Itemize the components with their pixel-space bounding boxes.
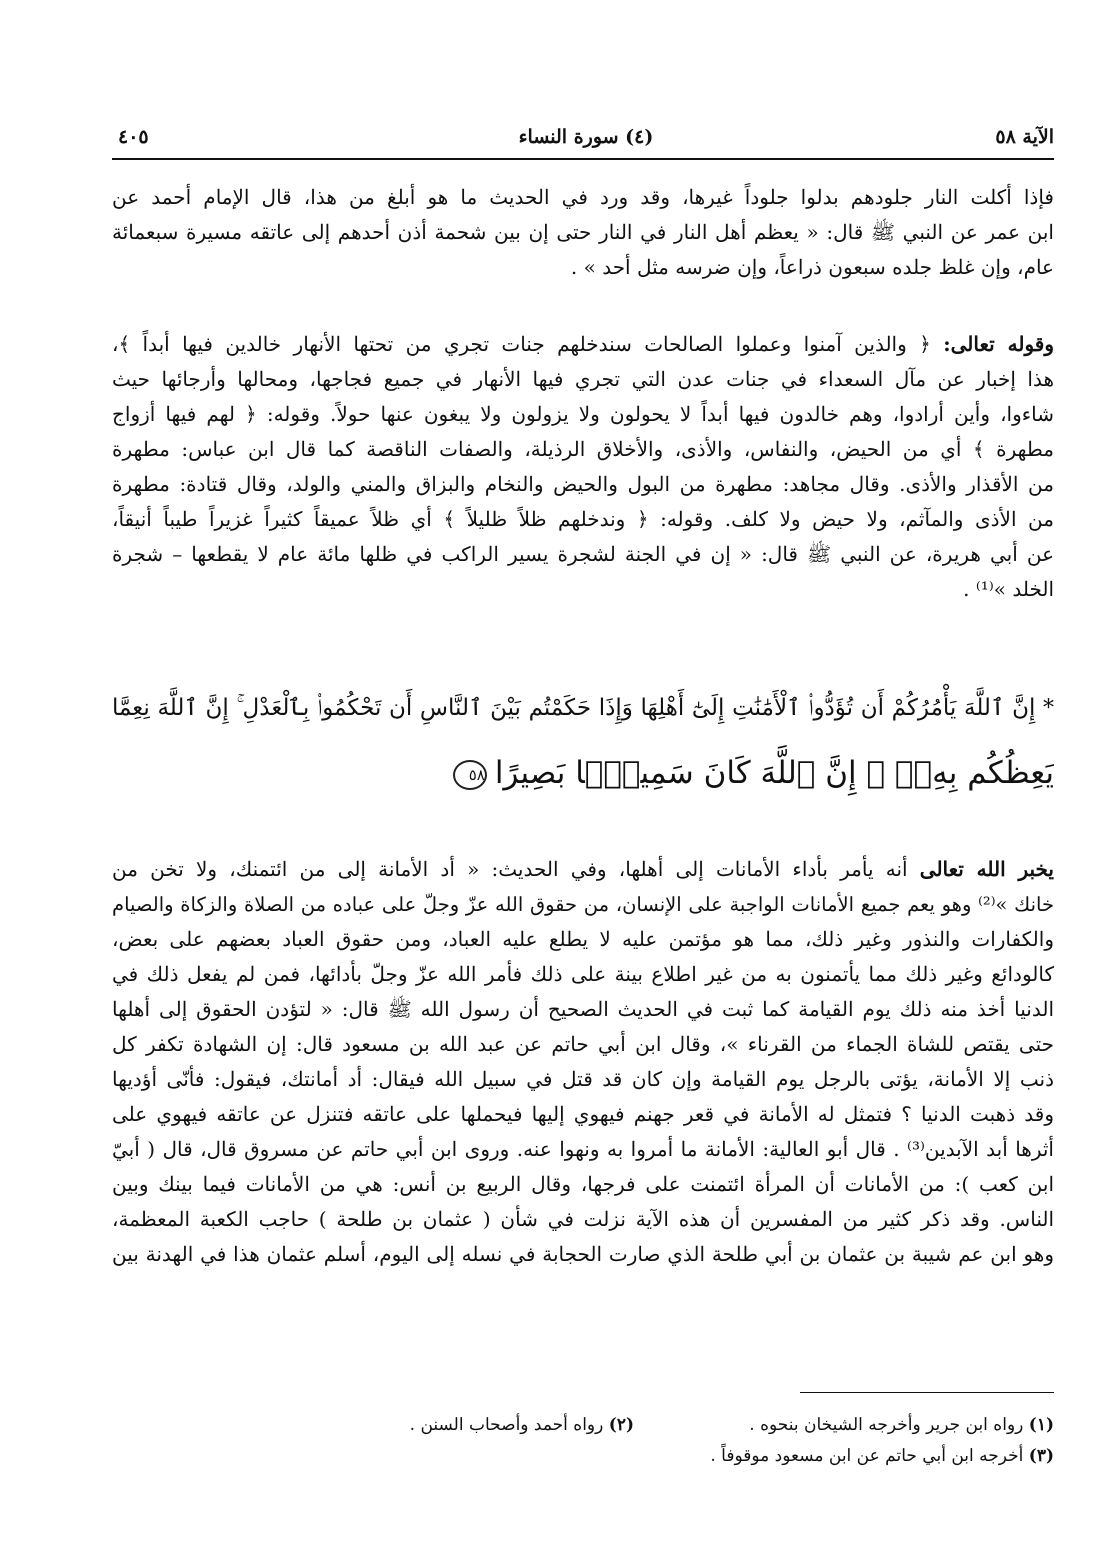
text-line: ابن كعب ): من الأمانات أن المرأة ائتمنت على فرجها، وقال الربيع بن أنس: هي من الأمانات فيما بينك وبين (112, 1172, 1054, 1196)
footnote-number: (٢) (608, 1415, 634, 1435)
footnote-text: رواه ابن جرير وأخرجه الشيخان بنحوه . (749, 1415, 1024, 1435)
text-line: ابن عمر عن النبي ﷺ قال: « يعظم أهل النار في النار حتى إن بين شحمة أذن أحدهم إلى عاتقه مسيرة سبعمائة (112, 220, 1054, 244)
text-line: من الأذى والمآثم، ولا حيض ولا كلف. وقوله: ﴿ وندخلهم ظلاً ظليلاً ﴾ أي ظلاً عميقاً كثيراً غزيراً طيباً أنيقاً، (112, 507, 1054, 531)
text-line: شاءوا، وأين أرادوا، وهم خالدون فيها أبداً لا يحولون ولا يزولون ولا يبغون عنها حولاً. وقوله: ﴿ لهم فيها أزواج (112, 402, 1054, 426)
paragraph-3 (112, 852, 1054, 1272)
text-segment: ﴿ والذين آمنوا وعملوا الصالحات سندخلهم جنات تجري من تحتها الأنهار خالدين فيها أبداً ﴾، (112, 332, 944, 356)
footnote-number: (١) (1028, 1415, 1054, 1435)
text-line: عن أبي هريرة، عن النبي ﷺ قال: « إن في الجنة لشجرة يسير الراكب في ظلها مائة عام لا يقطعها – شجرة (112, 542, 1054, 566)
text-line: الناس. وقد ذكر كثير من المفسرين أن هذه الآية نزلت في شأن ( عثمان بن طلحة ) حاجب الكعبة المعظمة، (112, 1207, 1054, 1231)
text-line: وهو ابن عم شيبة بن عثمان بن أبي طلحة الذي صارت الحجابة في نسله إلى اليوم، أسلم عثمان هذا في الهدنة بين (112, 1242, 1054, 1266)
footnotes (112, 1410, 1054, 1472)
verse-line (112, 676, 1054, 741)
text-line: ذنب إلا الأمانة، يؤتى بالرجل يوم القيامة وإن كان قد قتل في سبيل الله فيقال: أد أمانتك، فيقول: فأنّى أؤديها (112, 1067, 1054, 1091)
text-line: الخلد »⁽¹⁾ . (963, 577, 1054, 601)
paragraph-lead: وقوله تعالى: (943, 332, 1054, 356)
footnote-2 (410, 1410, 634, 1441)
ayah-number-medallion: ٥٨ (453, 760, 487, 790)
text-line: حتى يقتص للشاة الجماء من القرناء »، وقال ابن أبي حاتم عن عبد الله بن مسعود قال: إن الشهادة تكفر كل (112, 1032, 1054, 1056)
footnote-row (112, 1441, 1054, 1472)
surah-title: (٤) سورة النساء (518, 126, 654, 148)
text-line (112, 852, 1054, 887)
ayah-reference: الآية ٥٨ (995, 126, 1054, 148)
footnote-number: (٣) (1028, 1446, 1054, 1466)
text-line: أثرها أبد الآبدين⁽³⁾ . قال أبو العالية: الأمانة ما أمروا به ونهوا عنه. وروى ابن أبي حاتم عن مسروق قال، قال ( أبيّ (112, 1137, 1054, 1161)
footnote-text: رواه أحمد وأصحاب السنن . (409, 1415, 604, 1435)
page-header (118, 122, 1054, 156)
footnote-3 (710, 1441, 1054, 1472)
text-line: كالودائع وغير ذلك مما يأتمنون به من غير اطلاع بينة على ذلك فأمر الله عزّ وجلّ بأدائها، فمن لم يفعل ذلك في (112, 962, 1054, 986)
verse-line (112, 741, 1054, 805)
footnote-row (112, 1410, 1054, 1441)
verse-text: إِنَّ ٱللَّهَ يَأْمُرُكُمْ أَن تُؤَدُّوا۟ ٱلْأَمَٰنَٰتِ إِلَىٰٓ أَهْلِهَا وَإِذَا حَكَمْتُم بَيْنَ ٱلنَّاسِ أَن تَحْكُمُوا۟ بِٱلْعَدْلِ ۚ إِنَّ ٱللَّهَ نِعِمَّا (112, 695, 1036, 721)
text-line: والكفارات والنذور وغير ذلك، مما هو مؤتمن عليه لا يطلع عليه العباد، ومن حقوق العباد بعضهم على بعض، (112, 927, 1054, 951)
text-line: الدنيا أخذ منه ذلك يوم القيامة كما ثبت في الحديث الصحيح أن رسول الله ﷺ قال: « لتؤدن الحقوق إلى أهلها (112, 997, 1054, 1021)
text-line: مطهرة ﴾ أي من الحيض، والنفاس، والأذى، والأخلاق الرذيلة، والصفات الناقصة كما قال ابن عباس: مطهرة (112, 437, 1054, 461)
page-number: ٤٠٥ (118, 126, 149, 148)
text-line (112, 327, 1054, 362)
footnote-1 (749, 1410, 1054, 1441)
paragraph-lead: يخبر الله تعالى (919, 857, 1054, 881)
header-rule (112, 158, 1054, 160)
star-marker: * (1043, 696, 1054, 721)
text-line: من الأقذار والأذى. وقال مجاهد: مطهرة من البول والحيض والنخام والبزاق والمني والولد، وقال قتادة: مطهرة (112, 472, 1054, 496)
paragraph-2 (112, 327, 1054, 607)
text-segment: أنه يأمر بأداء الأمانات إلى أهلها، وفي الحديث: « أد الأمانة إلى من ائتمنك، ولا تخن من (112, 857, 920, 881)
text-line: عام، وإن غلظ جلده سبعون ذراعاً، وإن ضرسه مثل أحد » . (570, 255, 1054, 279)
footnote-rule (800, 1392, 1054, 1393)
text-line: وقد ذهبت الدنيا ؟ فتمثل له الأمانة في قعر جهنم فيهوي إليها فيحملها على عاتقه فتنزل عن عاتقه فيهوي على (112, 1102, 1054, 1126)
verse-text: يَعِظُكُم بِهِۦٓ ۗ إِنَّ ٱللَّهَ كَانَ سَمِيعًۢا بَصِيرًا (494, 755, 1054, 791)
text-line: هذا إخبار عن مآل السعداء في جنات عدن التي تجري فيها الأنهار في جميع فجاجها، ومحالها وأرجائها حيث (112, 367, 1054, 391)
footnote-text: أخرجه ابن أبي حاتم عن ابن مسعود موقوفاً . (710, 1446, 1024, 1466)
text-line: خانك »⁽²⁾ وهو يعم جميع الأمانات الواجبة على الإنسان، من حقوق الله عزّ وجلّ على عباده من الصلاة والزكاة والصيام (112, 893, 1054, 916)
quran-verse (112, 676, 1054, 805)
text-line: فإذا أكلت النار جلودهم بدلوا جلوداً غيرها، وقد ورد في الحديث ما هو أبلغ من هذا، قال الإمام أحمد عن (112, 185, 1054, 209)
paragraph-1 (112, 180, 1054, 285)
